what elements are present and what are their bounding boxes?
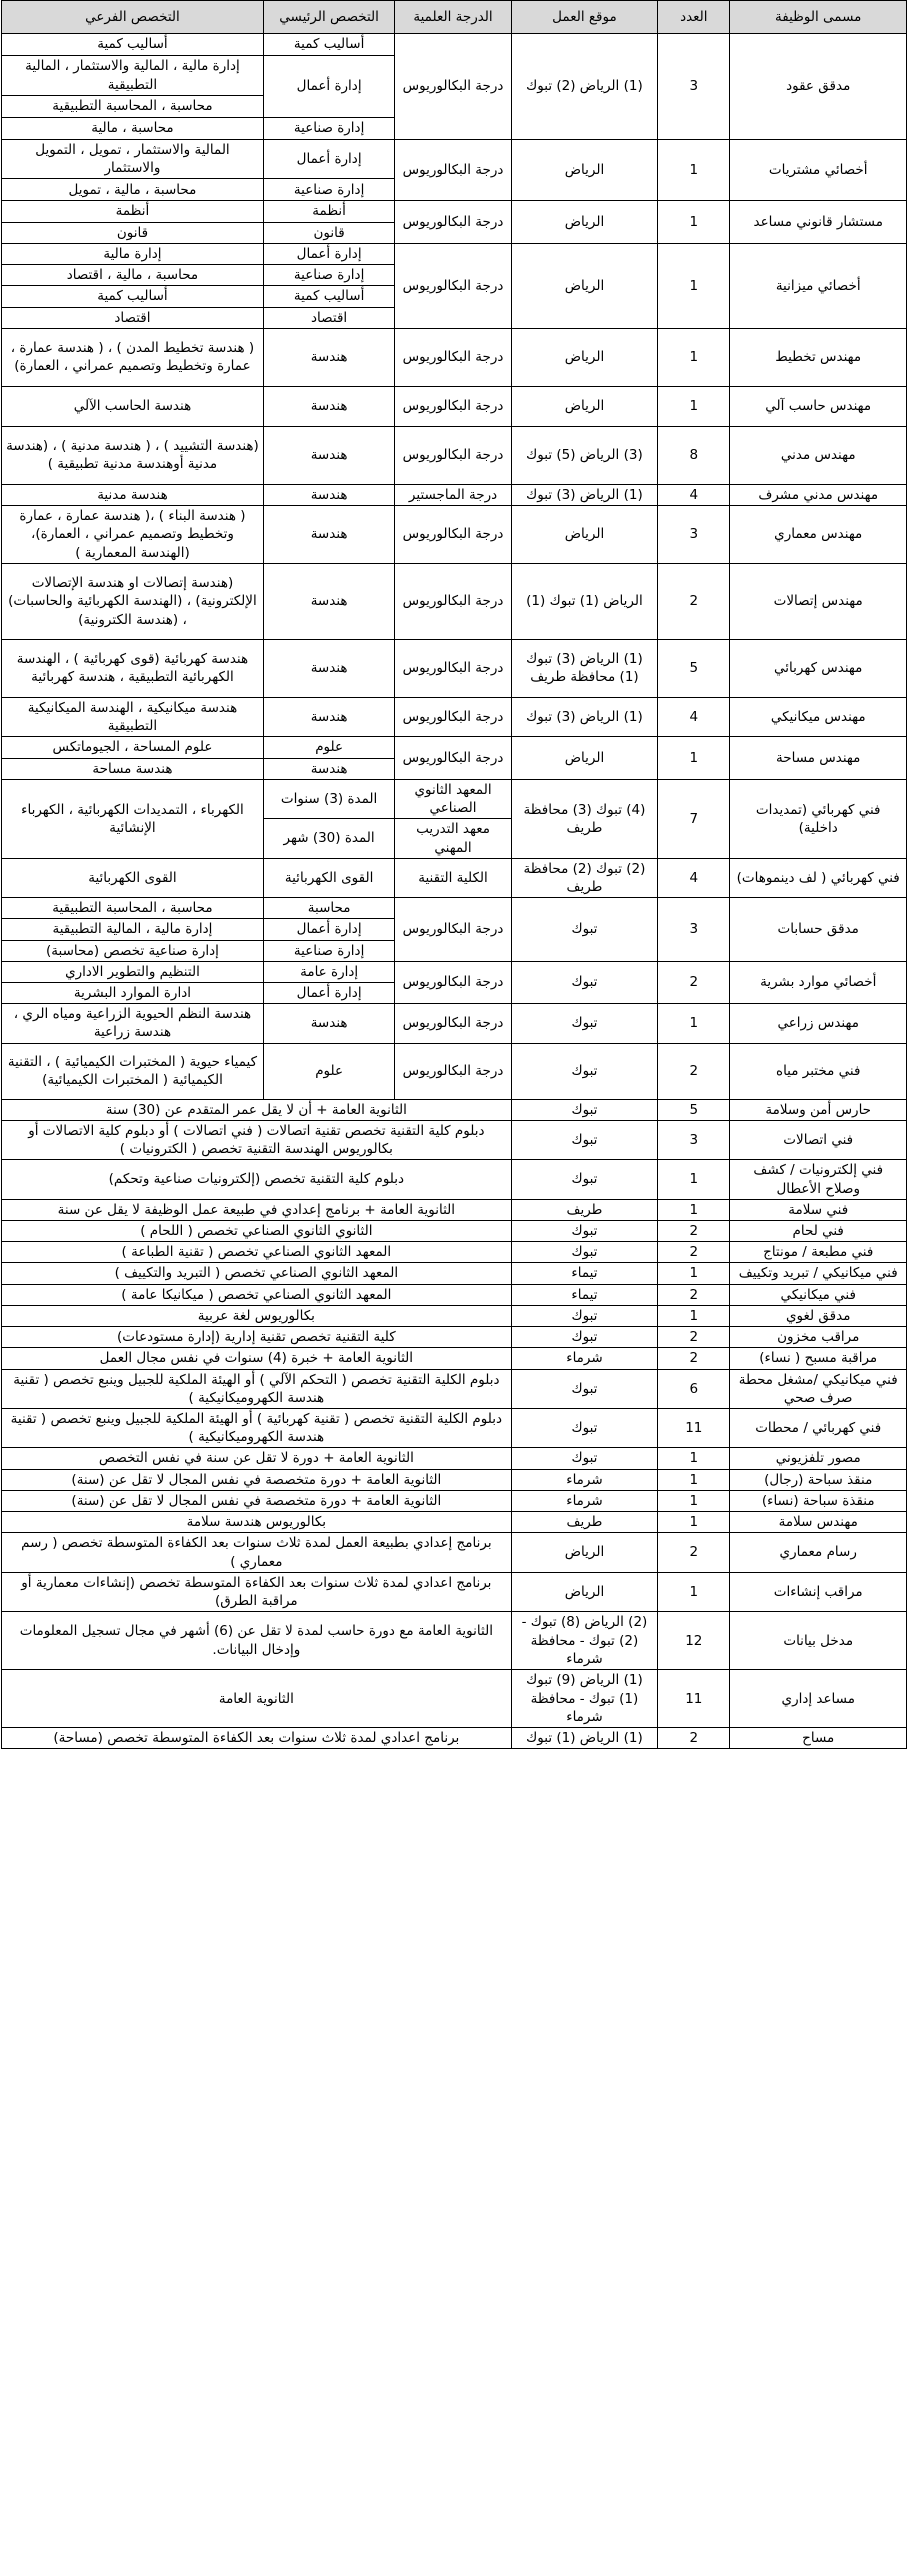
job-location: تبوك bbox=[511, 1160, 657, 1199]
requirements: دبلوم الكلية التقنية تخصص ( التحكم الآلي ) أو الهيئة الملكية للجبيل وينبع تخصص ( تقنية هندسة الكهروميكانيكية ) bbox=[2, 1369, 512, 1408]
degree: الكلية التقنية bbox=[395, 858, 511, 897]
job-title: مهندس حاسب آلي bbox=[730, 386, 907, 426]
job-title: فني كهربائي (تمديدات داخلية) bbox=[730, 779, 907, 858]
sub-specialty: محاسبة ، مالية ، تمويل bbox=[2, 179, 264, 201]
sub-specialty: (هندسة إتصالات او هندسة الإتصالات الإلكترونية) ، (الهندسة الكهربائية والحاسبات) ، (هندسة الكترونية) bbox=[2, 563, 264, 639]
table-row bbox=[2, 1348, 907, 1369]
major: علوم bbox=[263, 737, 394, 758]
table-row bbox=[2, 1490, 907, 1511]
degree: درجة البكالوريوس bbox=[395, 563, 511, 639]
requirements: بكالوريوس هندسة سلامة bbox=[2, 1512, 512, 1533]
degree: درجة البكالوريوس bbox=[395, 426, 511, 484]
requirements: الثانوية العامة + أن لا يقل عمر المتقدم عن (30) سنة bbox=[2, 1099, 512, 1120]
sub-specialty: إدارة مالية ، المالية والاستثمار ، المالية التطبيقية bbox=[2, 56, 264, 96]
requirements: المعهد الثانوي الصناعي تخصص ( ميكانيكا عامة ) bbox=[2, 1284, 512, 1305]
job-title: مساح bbox=[730, 1728, 907, 1749]
degree: درجة البكالوريوس bbox=[395, 898, 511, 962]
table-row bbox=[2, 328, 907, 386]
sub-specialty: هندسة كهربائية (قوى كهربائية ) ، الهندسة الكهربائية التطبيقية ، هندسة كهربائية bbox=[2, 639, 264, 697]
job-count: 1 bbox=[658, 386, 730, 426]
job-location: (2) الرياض (8) تبوك - (2) تبوك - محافظة شرماء bbox=[511, 1612, 657, 1670]
job-location: (1) الرياض (1) تبوك bbox=[511, 1728, 657, 1749]
major: هندسة bbox=[263, 639, 394, 697]
job-title: مهندس تخطيط bbox=[730, 328, 907, 386]
job-count: 4 bbox=[658, 697, 730, 736]
job-location: تبوك bbox=[511, 1327, 657, 1348]
table-row bbox=[2, 1670, 907, 1728]
requirements: المعهد الثانوي الصناعي تخصص ( تقنية الطباعة ) bbox=[2, 1242, 512, 1263]
sub-specialty: القوى الكهربائية bbox=[2, 858, 264, 897]
job-title: فني ميكانيكي bbox=[730, 1284, 907, 1305]
degree: درجة البكالوريوس bbox=[395, 639, 511, 697]
job-title: فني مطبعة / مونتاج bbox=[730, 1242, 907, 1263]
job-location: (1) الرياض (2) تبوك bbox=[511, 34, 657, 140]
job-count: 7 bbox=[658, 779, 730, 858]
job-title: فني كهربائي / محطات bbox=[730, 1408, 907, 1447]
sub-specialty: (هندسة التشييد ) ، ( هندسة مدنية ) ، (هندسة مدنية أوهندسة مدنية تطبيقية ) bbox=[2, 426, 264, 484]
sub-specialty: إدارة مالية ، المالية التطبيقية bbox=[2, 919, 264, 940]
job-count: 3 bbox=[658, 34, 730, 140]
job-count: 1 bbox=[658, 328, 730, 386]
job-listings-table bbox=[1, 0, 907, 1749]
job-location: الرياض bbox=[511, 1533, 657, 1572]
degree: درجة البكالوريوس bbox=[395, 737, 511, 779]
table-row bbox=[2, 1199, 907, 1220]
job-title: فني ميكانيكي /مشغل محطة صرف صحي bbox=[730, 1369, 907, 1408]
table-row bbox=[2, 961, 907, 982]
job-count: 2 bbox=[658, 1348, 730, 1369]
major: إدارة صناعية bbox=[263, 118, 394, 140]
table-row bbox=[2, 1327, 907, 1348]
job-location: تبوك bbox=[511, 1004, 657, 1043]
major: قانون bbox=[263, 222, 394, 243]
job-location: الرياض bbox=[511, 243, 657, 328]
job-count: 1 bbox=[658, 1263, 730, 1284]
job-title: فني سلامة bbox=[730, 1199, 907, 1220]
job-count: 1 bbox=[658, 1512, 730, 1533]
sub-specialty: هندسة الحاسب الآلي bbox=[2, 386, 264, 426]
sub-specialty: الكهرباء ، التمديدات الكهربائية ، الكهرباء الإنشائية bbox=[2, 779, 264, 858]
job-location: الرياض bbox=[511, 386, 657, 426]
job-location: تبوك bbox=[511, 1369, 657, 1408]
requirements: الثانوية العامة + دورة لا تقل عن سنة في نفس التخصص bbox=[2, 1448, 512, 1469]
table-row bbox=[2, 1728, 907, 1749]
sub-specialty: أنظمة bbox=[2, 201, 264, 222]
major: محاسبة bbox=[263, 898, 394, 919]
job-location: (1) الرياض (3) تبوك (1) محافظة طريف bbox=[511, 639, 657, 697]
table-row bbox=[2, 737, 907, 758]
major: إدارة أعمال bbox=[263, 983, 394, 1004]
sub-specialty: محاسبة ، مالية ، اقتصاد bbox=[2, 265, 264, 286]
degree: درجة البكالوريوس bbox=[395, 34, 511, 140]
job-count: 11 bbox=[658, 1408, 730, 1447]
header-job-title: مسمى الوظيفة bbox=[730, 1, 907, 34]
job-count: 5 bbox=[658, 1099, 730, 1120]
job-count: 1 bbox=[658, 1469, 730, 1490]
sub-specialty: محاسبة ، المحاسبة التطبيقية bbox=[2, 898, 264, 919]
degree: درجة البكالوريوس bbox=[395, 1043, 511, 1099]
table-row bbox=[2, 1448, 907, 1469]
job-location: تبوك bbox=[511, 1242, 657, 1263]
table-row bbox=[2, 1512, 907, 1533]
job-count: 1 bbox=[658, 1004, 730, 1043]
major: إدارة أعمال bbox=[263, 56, 394, 118]
job-title: أخصائي ميزانية bbox=[730, 243, 907, 328]
sub-specialty: هندسة النظم الحيوية الزراعية ومياه الري ، هندسة زراعية bbox=[2, 1004, 264, 1043]
job-title: مساعد إداري bbox=[730, 1670, 907, 1728]
sub-specialty: محاسبة ، المحاسبة التطبيقية bbox=[2, 96, 264, 118]
table-row bbox=[2, 34, 907, 56]
header-major: التخصص الرئيسي bbox=[263, 1, 394, 34]
requirements: كلية التقنية تخصص تقنية إدارية (إدارة مستودعات) bbox=[2, 1327, 512, 1348]
sub-specialty: قانون bbox=[2, 222, 264, 243]
sub-specialty: المالية والاستثمار ، تمويل ، التمويل والاستثمار bbox=[2, 140, 264, 179]
degree: درجة البكالوريوس bbox=[395, 140, 511, 201]
sub-specialty: علوم المساحة ، الجيوماتكس bbox=[2, 737, 264, 758]
job-location: شرماء bbox=[511, 1348, 657, 1369]
table-row bbox=[2, 1263, 907, 1284]
job-count: 3 bbox=[658, 1120, 730, 1159]
job-location: (1) الرياض (3) تبوك bbox=[511, 484, 657, 505]
requirements: دبلوم كلية التقنية تخصص تقنية اتصالات ( فني اتصالات ) أو دبلوم كلية الاتصالات أو بكالوريوس الهندسة التقنية تخصص ( الكترونيات ) bbox=[2, 1120, 512, 1159]
header-degree: الدرجة العلمية bbox=[395, 1, 511, 34]
major: هندسة bbox=[263, 563, 394, 639]
requirements: برنامج اعدادي لمدة ثلاث سنوات بعد الكفاءة المتوسطة تخصص (إنشاءات معمارية أو مراقبة الطرق) bbox=[2, 1572, 512, 1611]
job-title: مراقبة مسبح ( نساء) bbox=[730, 1348, 907, 1369]
job-count: 2 bbox=[658, 1284, 730, 1305]
job-count: 1 bbox=[658, 1572, 730, 1611]
sub-specialty: محاسبة ، مالية bbox=[2, 118, 264, 140]
sub-specialty: ( هندسة تخطيط المدن ) ، ( هندسة عمارة ، عمارة وتخطيط وتصميم عمراني ، العمارة) bbox=[2, 328, 264, 386]
job-count: 2 bbox=[658, 1327, 730, 1348]
requirements: دبلوم كلية التقنية تخصص (إلكترونيات صناعية وتحكم) bbox=[2, 1160, 512, 1199]
job-count: 1 bbox=[658, 1448, 730, 1469]
table-row bbox=[2, 1369, 907, 1408]
job-title: مهندس مدني مشرف bbox=[730, 484, 907, 505]
job-title: أخصائي مشتريات bbox=[730, 140, 907, 201]
table-row bbox=[2, 1004, 907, 1043]
job-location: (3) الرياض (5) تبوك bbox=[511, 426, 657, 484]
job-count: 11 bbox=[658, 1670, 730, 1728]
degree: درجة البكالوريوس bbox=[395, 961, 511, 1003]
table-row bbox=[2, 484, 907, 505]
job-title: منقذ سباحة (رجال) bbox=[730, 1469, 907, 1490]
job-title: مهندس سلامة bbox=[730, 1512, 907, 1533]
job-count: 1 bbox=[658, 201, 730, 243]
major: هندسة bbox=[263, 328, 394, 386]
sub-specialty: التنظيم والتطوير الاداري bbox=[2, 961, 264, 982]
requirements: الثانوية العامة + برنامج إعدادي في طبيعة عمل الوظيفة لا يقل عن سنة bbox=[2, 1199, 512, 1220]
table-row bbox=[2, 1612, 907, 1670]
job-location: شرماء bbox=[511, 1490, 657, 1511]
degree: درجة البكالوريوس bbox=[395, 328, 511, 386]
job-count: 2 bbox=[658, 563, 730, 639]
sub-specialty: ( هندسة البناء ) ،( هندسة عمارة ، عمارة وتخطيط وتصميم عمراني ، العمارة)، (الهندسة المعمارية ) bbox=[2, 505, 264, 563]
job-title: مهندس كهربائي bbox=[730, 639, 907, 697]
job-location: تبوك bbox=[511, 1408, 657, 1447]
job-title: فني إلكترونيات / كشف وصلاح الأعطال bbox=[730, 1160, 907, 1199]
table-row bbox=[2, 779, 907, 818]
job-count: 4 bbox=[658, 484, 730, 505]
job-title: فني مختبر مياه bbox=[730, 1043, 907, 1099]
job-location: طريف bbox=[511, 1199, 657, 1220]
table-row bbox=[2, 563, 907, 639]
job-location: تيماء bbox=[511, 1284, 657, 1305]
job-location: الرياض (1) تبوك (1) bbox=[511, 563, 657, 639]
major: القوى الكهربائية bbox=[263, 858, 394, 897]
job-location: تبوك bbox=[511, 1043, 657, 1099]
major: إدارة صناعية bbox=[263, 179, 394, 201]
job-title: منقذة سباحة (نساء) bbox=[730, 1490, 907, 1511]
major: هندسة bbox=[263, 386, 394, 426]
requirements: الثانوية العامة + خبرة (4) سنوات في نفس مجال العمل bbox=[2, 1348, 512, 1369]
major: هندسة bbox=[263, 1004, 394, 1043]
job-count: 3 bbox=[658, 505, 730, 563]
table-row bbox=[2, 1043, 907, 1099]
major: إدارة أعمال bbox=[263, 243, 394, 264]
sub-specialty: إدارة صناعية تخصص (محاسبة) bbox=[2, 940, 264, 961]
job-title: مراقب مخزون bbox=[730, 1327, 907, 1348]
degree: درجة البكالوريوس bbox=[395, 697, 511, 736]
job-location: الرياض bbox=[511, 505, 657, 563]
job-title: مهندس إتصالات bbox=[730, 563, 907, 639]
job-location: تبوك bbox=[511, 1221, 657, 1242]
sub-specialty: أساليب كمية bbox=[2, 34, 264, 56]
job-location: (4) تبوك (3) محافظة طريف bbox=[511, 779, 657, 858]
header-location: موقع العمل bbox=[511, 1, 657, 34]
table-row bbox=[2, 697, 907, 736]
degree: درجة البكالوريوس bbox=[395, 1004, 511, 1043]
major: المدة (3) سنوات bbox=[263, 779, 394, 818]
sub-specialty: هندسة ميكانيكية ، الهندسة الميكانيكية التطبيقية bbox=[2, 697, 264, 736]
table-row bbox=[2, 1572, 907, 1611]
job-title: مهندس ميكانيكي bbox=[730, 697, 907, 736]
sub-specialty: إدارة مالية bbox=[2, 243, 264, 264]
job-title: مستشار قانوني مساعد bbox=[730, 201, 907, 243]
job-location: (2) تبوك (2) محافظة طريف bbox=[511, 858, 657, 897]
major: علوم bbox=[263, 1043, 394, 1099]
sub-specialty: اقتصاد bbox=[2, 307, 264, 328]
table-row bbox=[2, 1242, 907, 1263]
table-row bbox=[2, 639, 907, 697]
job-title: مدقق لغوي bbox=[730, 1305, 907, 1326]
job-count: 1 bbox=[658, 243, 730, 328]
job-title: فني لحام bbox=[730, 1221, 907, 1242]
job-count: 2 bbox=[658, 961, 730, 1003]
table-row bbox=[2, 1408, 907, 1447]
table-row bbox=[2, 243, 907, 264]
job-count: 1 bbox=[658, 1160, 730, 1199]
job-title: مدخل بيانات bbox=[730, 1612, 907, 1670]
table-row bbox=[2, 1469, 907, 1490]
job-count: 1 bbox=[658, 737, 730, 779]
table-row bbox=[2, 1305, 907, 1326]
major: اقتصاد bbox=[263, 307, 394, 328]
table-row bbox=[2, 1160, 907, 1199]
sub-specialty: أساليب كمية bbox=[2, 286, 264, 307]
header-sub-specialty: التخصص الفرعي bbox=[2, 1, 264, 34]
major: إدارة أعمال bbox=[263, 919, 394, 940]
requirements: بكالوريوس لغة عربية bbox=[2, 1305, 512, 1326]
major: أساليب كمية bbox=[263, 286, 394, 307]
major: هندسة bbox=[263, 505, 394, 563]
job-title: فني ميكانيكي / تبريد وتكييف bbox=[730, 1263, 907, 1284]
major: هندسة bbox=[263, 697, 394, 736]
header-count: العدد bbox=[658, 1, 730, 34]
table-row bbox=[2, 201, 907, 222]
requirements: برنامج إعدادي بطبيعة العمل لمدة ثلاث سنوات بعد الكفاءة المتوسطة تخصص ( رسم معماري ) bbox=[2, 1533, 512, 1572]
degree: معهد التدريب المهني bbox=[395, 819, 511, 858]
job-title: مدقق عقود bbox=[730, 34, 907, 140]
requirements: دبلوم الكلية التقنية تخصص ( تقنية كهربائية ) أو الهيئة الملكية للجبيل وينبع تخصص ( تقنية هندسة الكهروميكانيكية ) bbox=[2, 1408, 512, 1447]
job-location: تبوك bbox=[511, 1099, 657, 1120]
job-count: 2 bbox=[658, 1221, 730, 1242]
job-count: 6 bbox=[658, 1369, 730, 1408]
job-location: الرياض bbox=[511, 737, 657, 779]
job-count: 1 bbox=[658, 140, 730, 201]
requirements: الثانوية العامة bbox=[2, 1670, 512, 1728]
job-count: 5 bbox=[658, 639, 730, 697]
job-count: 1 bbox=[658, 1305, 730, 1326]
job-title: مهندس معماري bbox=[730, 505, 907, 563]
job-count: 3 bbox=[658, 898, 730, 962]
job-count: 2 bbox=[658, 1043, 730, 1099]
table-row bbox=[2, 1284, 907, 1305]
job-title: مصور تلفزيوني bbox=[730, 1448, 907, 1469]
job-location: تيماء bbox=[511, 1263, 657, 1284]
major: المدة (30) شهر bbox=[263, 819, 394, 858]
sub-specialty: هندسة مساحة bbox=[2, 758, 264, 779]
degree: درجة البكالوريوس bbox=[395, 201, 511, 243]
job-location: شرماء bbox=[511, 1469, 657, 1490]
table-row bbox=[2, 505, 907, 563]
job-count: 2 bbox=[658, 1728, 730, 1749]
job-title: أخصائي موارد بشرية bbox=[730, 961, 907, 1003]
requirements: الثانوية العامة + دورة متخصصة في نفس المجال لا تقل عن (سنة) bbox=[2, 1469, 512, 1490]
requirements: برنامج اعدادي لمدة ثلاث سنوات بعد الكفاءة المتوسطة تخصص (مساحة) bbox=[2, 1728, 512, 1749]
major: هندسة bbox=[263, 484, 394, 505]
job-location: تبوك bbox=[511, 1120, 657, 1159]
degree: درجة البكالوريوس bbox=[395, 386, 511, 426]
degree: درجة البكالوريوس bbox=[395, 243, 511, 328]
job-location: (1) الرياض (9) تبوك (1) تبوك - محافظة شرماء bbox=[511, 1670, 657, 1728]
job-title: مهندس مدني bbox=[730, 426, 907, 484]
job-title: حارس أمن وسلامة bbox=[730, 1099, 907, 1120]
table-header-row bbox=[2, 1, 907, 34]
job-location: تبوك bbox=[511, 961, 657, 1003]
table-row bbox=[2, 1099, 907, 1120]
requirements: الثانوية العامة + دورة متخصصة في نفس المجال لا تقل عن (سنة) bbox=[2, 1490, 512, 1511]
table-row bbox=[2, 898, 907, 919]
job-title: مهندس زراعي bbox=[730, 1004, 907, 1043]
requirements: المعهد الثانوي الصناعي تخصص ( التبريد والتكييف ) bbox=[2, 1263, 512, 1284]
table-row bbox=[2, 1533, 907, 1572]
job-count: 12 bbox=[658, 1612, 730, 1670]
table-row bbox=[2, 1120, 907, 1159]
sub-specialty: كيمياء حيوية ( المختبرات الكيميائية ) ، التقنية الكيميائية ( المختبرات الكيميائية) bbox=[2, 1043, 264, 1099]
job-location: الرياض bbox=[511, 140, 657, 201]
table-row bbox=[2, 1221, 907, 1242]
sub-specialty: ادارة الموارد البشرية bbox=[2, 983, 264, 1004]
job-title: مهندس مساحة bbox=[730, 737, 907, 779]
requirements: الثانوي الثانوي الصناعي تخصص ( اللحام ) bbox=[2, 1221, 512, 1242]
major: إدارة عامة bbox=[263, 961, 394, 982]
job-title: مدقق حسابات bbox=[730, 898, 907, 962]
job-location: تبوك bbox=[511, 1448, 657, 1469]
major: أنظمة bbox=[263, 201, 394, 222]
job-count: 4 bbox=[658, 858, 730, 897]
job-title: رسام معماري bbox=[730, 1533, 907, 1572]
job-count: 8 bbox=[658, 426, 730, 484]
major: إدارة صناعية bbox=[263, 265, 394, 286]
degree: المعهد الثانوي الصناعي bbox=[395, 779, 511, 818]
job-location: تبوك bbox=[511, 898, 657, 962]
job-title: فني كهربائي ( لف دينموهات) bbox=[730, 858, 907, 897]
table-row bbox=[2, 858, 907, 897]
requirements: الثانوية العامة مع دورة حاسب لمدة لا تقل عن (6) أشهر في مجال تسجيل المعلومات وإدخال البيانات. bbox=[2, 1612, 512, 1670]
sub-specialty: هندسة مدنية bbox=[2, 484, 264, 505]
degree: درجة الماجستير bbox=[395, 484, 511, 505]
job-location: (1) الرياض (3) تبوك bbox=[511, 697, 657, 736]
table-row bbox=[2, 386, 907, 426]
job-count: 1 bbox=[658, 1490, 730, 1511]
job-location: الرياض bbox=[511, 1572, 657, 1611]
job-location: الرياض bbox=[511, 328, 657, 386]
job-location: الرياض bbox=[511, 201, 657, 243]
major: إدارة أعمال bbox=[263, 140, 394, 179]
table-body bbox=[2, 34, 907, 1749]
job-location: طريف bbox=[511, 1512, 657, 1533]
major: هندسة bbox=[263, 426, 394, 484]
job-count: 2 bbox=[658, 1533, 730, 1572]
job-title: مراقب إنشاءات bbox=[730, 1572, 907, 1611]
job-title: فني اتصالات bbox=[730, 1120, 907, 1159]
major: أساليب كمية bbox=[263, 34, 394, 56]
table-row bbox=[2, 140, 907, 179]
degree: درجة البكالوريوس bbox=[395, 505, 511, 563]
table-row bbox=[2, 426, 907, 484]
major: إدارة صناعية bbox=[263, 940, 394, 961]
major: هندسة bbox=[263, 758, 394, 779]
job-location: تبوك bbox=[511, 1305, 657, 1326]
job-count: 1 bbox=[658, 1199, 730, 1220]
job-count: 2 bbox=[658, 1242, 730, 1263]
